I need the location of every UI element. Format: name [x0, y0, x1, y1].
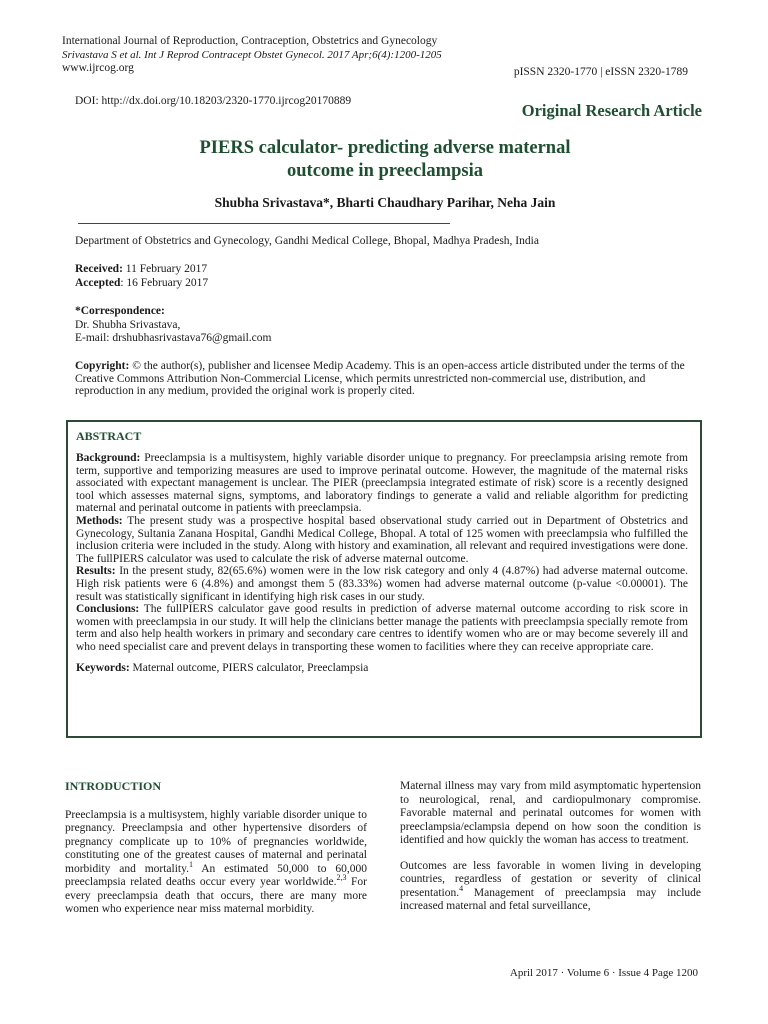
dates: [75, 263, 208, 290]
correspondence-name: Dr. Shubha Srivastava,: [75, 318, 181, 331]
introduction-paragraph-3: Outcomes are less favorable in women living in developing countries, regardless of gestation or severity of clinical presentation.$^4$ Management of preeclampsia may include increased maternal and fetal surveillance,: [400, 859, 701, 912]
affiliation: Department of Obstetrics and Gynecology, Gandhi Medical College, Bhopal, Madhya Pradesh, India: [75, 235, 539, 247]
received-date: Received: 11 February 2017: [75, 263, 208, 275]
issn: pISSN 2320-1770 | eISSN 2320-1789: [513, 66, 688, 78]
introduction-heading: INTRODUCTION: [65, 779, 162, 793]
doi-link[interactable]: DOI: http://dx.doi.org/10.18203/2320-1770.ijrcog20170889: [75, 95, 352, 107]
copyright-notice: Copyright: © the author(s), publisher and licensee Medip Academy. This is an open-access article distributed under the terms of the Creative Commons Attribution Non-Commercial License, which permits unrestricted non-commercial use, distribution, and reproduction in any medium, provided the original work is properly cited.: [75, 360, 685, 397]
abstract-results: Results: In the present study, 82(65.6%) women were in the low risk category and only 4 (4.87%) had adverse maternal outcome. High risk patients were 6 (4.8%) and amongst them 5 (83.33%) women had adverse maternal outcome (p-value <0.00001). The result was statistically significant in identifying high risk cases in our study.: [76, 565, 688, 603]
abstract-methods: Methods: The present study was a prospective hospital based observational study carried out in Department of Obstetrics and Gynecology, Sultania Zanana Hospital, Gandhi Medical College, Bhopal. A total of 125 women with preeclampsia who fulfilled the inclusion criteria were included in the study. Along with history and examination, all relevant and required investigations were done. The fullPIERS calculator was used to calculate the risk of adverse maternal outcome.: [76, 514, 688, 565]
divider: [78, 223, 450, 224]
accepted-date: Accepted: 16 February 2017: [75, 276, 209, 289]
correspondence-email[interactable]: E-mail: drshubhasrivastava76@gmail.com: [75, 332, 272, 344]
title-line-2: outcome in preeclampsia: [287, 161, 483, 181]
abstract-background: Background: Preeclampsia is a multisystem, highly variable disorder unique to pregnancy. For preeclampsia arising remote from term, supportive and temporizing measures are used to improve perinatal outcome. However, the magnitude of the maternal risks associated with expectant management is unclear. The PIER (preeclampsia integrated estimate of risk) score is a recently designed tool which assesses maternal signs, symptoms, and laboratory findings to generate a valid and reliable algorithm for predicting maternal and perinatal outcome in patients with preeclampsia.: [76, 452, 688, 515]
journal-name: International Journal of Reproduction, Contraception, Obstetrics and Gynecology: [62, 35, 438, 47]
introduction-paragraph-1: Preeclampsia is a multisystem, highly variable disorder unique to pregnancy. Preeclampsia and other hypertensive disorders of pregnancy complicate up to 10% of pregnancies worldwide, constituting one of the greatest causes of maternal and perinatal morbidity and mortality.$^1$ An estimated 50,000 to 60,000 preeclampsia related deaths occur every year worldwide.$^{2,3}$ For every preeclampsia death that occurs, there are many more women who experience near miss maternal morbidity.: [65, 808, 367, 915]
article-type: Original Research Article: [521, 101, 702, 120]
page-footer: April 2017 · Volume 6 · Issue 4 Page 1200: [509, 967, 698, 979]
abstract-heading: ABSTRACT: [76, 429, 142, 443]
citation-ref[interactable]: 4: [459, 883, 464, 893]
correspondence-label: *Correspondence:: [75, 305, 165, 317]
correspondence: [75, 305, 271, 346]
right-column: [400, 780, 701, 926]
abstract-box: [66, 420, 702, 738]
citation: Srivastava S et al. Int J Reprod Contracept Obstet Gynecol. 2017 Apr;6(4):1200-1205: [62, 49, 442, 61]
abstract-conclusions: Conclusions: The fullPIERS calculator gave good results in prediction of adverse maternal outcome according to risk score in women with preeclampsia in our study. It will help the clinicians better manage the patients with preeclampsia specially remote from term and also help health workers in primary and secondary care centres to identify women who are or may become severely ill and who need specialist care and prevent delays in transporting these women to facilities where they can receive appropriate care.: [76, 603, 688, 653]
introduction-paragraph-2: Maternal illness may vary from mild asymptomatic hypertension to neurological, renal, and cardiopulmonary compromise. Favorable maternal and perinatal outcomes for women with preeclampsia/eclampsia depend on how soon the condition is identified and how quickly the woman has access to treatment.: [400, 780, 701, 846]
paper-title: [130, 137, 640, 183]
left-column: [65, 780, 367, 929]
title-line-1: PIERS calculator- predicting adverse maternal: [199, 138, 571, 158]
authors: Shubha Srivastava*, Bharti Chaudhary Parihar, Neha Jain: [214, 195, 556, 210]
journal-website-link[interactable]: www.ijrcog.org: [62, 62, 134, 74]
abstract-keywords: Keywords: Maternal outcome, PIERS calculator, Preeclampsia: [76, 661, 369, 674]
citation-ref[interactable]: 2,3: [336, 873, 347, 883]
citation-ref[interactable]: 1: [188, 859, 193, 869]
